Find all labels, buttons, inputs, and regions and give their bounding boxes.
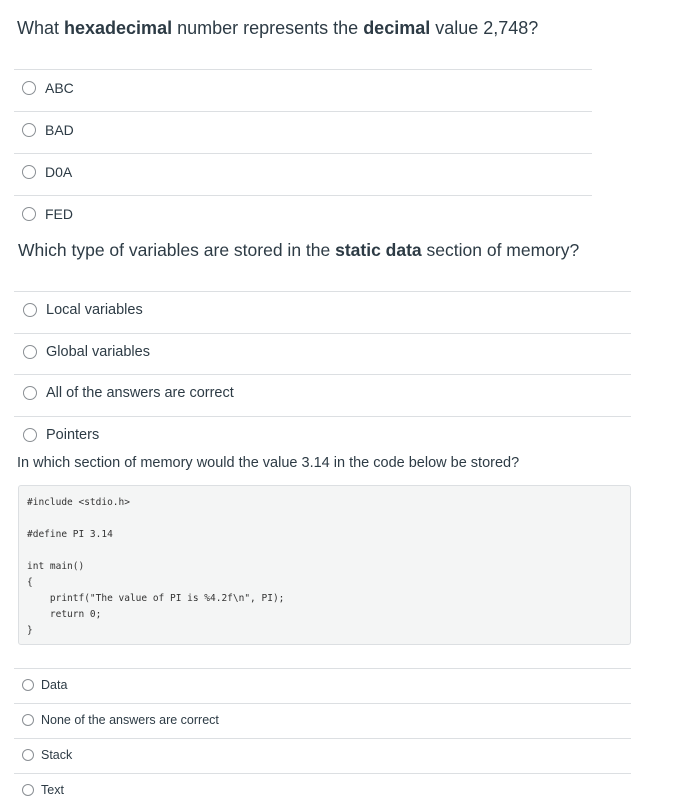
code-line: #define PI 3.14 — [27, 529, 113, 540]
radio-button[interactable] — [23, 428, 37, 442]
divider — [14, 195, 592, 196]
question-1-text-part: number represents the — [172, 18, 364, 38]
divider — [14, 773, 631, 774]
radio-button[interactable] — [22, 679, 34, 691]
option-label: D0A — [45, 164, 73, 180]
question-1-bold-term: hexadecimal — [64, 18, 173, 38]
option-pointers[interactable] — [23, 425, 99, 445]
divider — [14, 374, 631, 375]
radio-button[interactable] — [22, 165, 36, 179]
option-label: All of the answers are correct — [46, 385, 234, 401]
option-label: ABC — [45, 80, 74, 96]
divider — [14, 333, 631, 334]
option-label: Text — [41, 783, 64, 797]
option-label: Data — [41, 678, 68, 692]
option-all-correct[interactable] — [23, 383, 234, 403]
option-none-correct[interactable] — [22, 711, 219, 729]
option-stack[interactable] — [22, 746, 72, 764]
radio-button[interactable] — [22, 714, 34, 726]
divider — [14, 153, 592, 154]
radio-button[interactable] — [22, 784, 34, 796]
option-data[interactable] — [22, 676, 67, 694]
code-block — [18, 485, 631, 645]
question-1-text-part: value 2,748? — [430, 18, 539, 38]
divider — [14, 703, 631, 704]
code-line: int main() — [27, 561, 85, 572]
radio-button[interactable] — [22, 123, 36, 137]
divider — [14, 738, 631, 739]
radio-button[interactable] — [23, 386, 37, 400]
code-line: #include <stdio.h> — [27, 497, 130, 508]
option-abc[interactable] — [22, 78, 74, 98]
option-text[interactable] — [22, 781, 64, 799]
option-label: Pointers — [46, 427, 100, 443]
question-1-text — [17, 18, 538, 39]
option-label: FED — [45, 206, 73, 222]
option-d0a[interactable] — [22, 162, 72, 182]
radio-button[interactable] — [22, 749, 34, 761]
divider — [14, 291, 631, 292]
question-2-text — [18, 240, 579, 261]
divider — [14, 69, 592, 70]
radio-button[interactable] — [22, 81, 36, 95]
option-label: Global variables — [46, 344, 150, 360]
code-line: return 0; — [27, 609, 102, 620]
question-1-bold-term: decimal — [363, 18, 431, 38]
code-line: } — [27, 625, 33, 636]
divider — [14, 668, 631, 669]
question-1-text-part: What — [17, 18, 65, 38]
question-2-bold-term: static data — [335, 240, 422, 260]
question-2-text-part: section of memory? — [421, 240, 580, 260]
option-label: BAD — [45, 122, 74, 138]
radio-button[interactable] — [23, 345, 37, 359]
question-3-text: In which section of memory would the value 3.14 in the code below be stored? — [17, 455, 520, 471]
radio-button[interactable] — [22, 207, 36, 221]
option-label: Local variables — [46, 302, 143, 318]
option-global-variables[interactable] — [23, 342, 150, 362]
option-label: Stack — [41, 748, 73, 762]
radio-button[interactable] — [23, 303, 37, 317]
divider — [14, 416, 631, 417]
code-line: printf("The value of PI is %4.2f\n", PI); — [27, 593, 285, 604]
option-local-variables[interactable] — [23, 300, 143, 320]
divider — [14, 111, 592, 112]
question-2-text-part: Which type of variables are stored in the — [18, 240, 336, 260]
option-fed[interactable] — [22, 204, 73, 224]
option-bad[interactable] — [22, 120, 74, 140]
option-label: None of the answers are correct — [41, 713, 219, 727]
code-line: { — [27, 577, 33, 588]
